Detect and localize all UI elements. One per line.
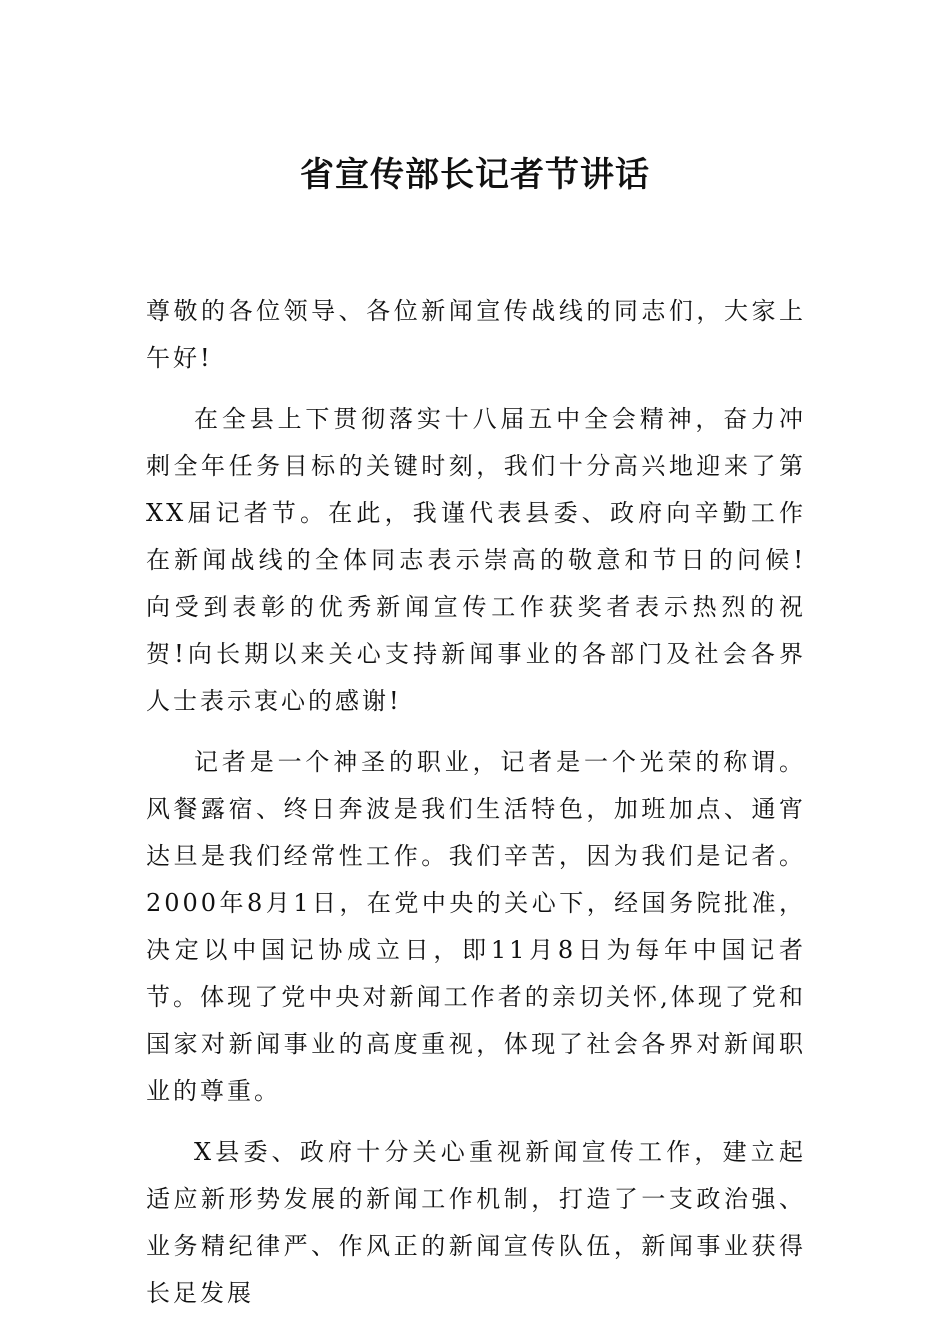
- document-body: [146, 288, 806, 1331]
- greeting-paragraph: 尊敬的各位领导、各位新闻宣传战线的同志们，大家上午好!: [146, 297, 806, 372]
- body-paragraph-1: 在全县上下贯彻落实十八届五中全会精神，奋力冲刺全年任务目标的关键时刻，我们十分高兴地迎来了第XX届记者节。在此，我谨代表县委、政府向辛勤工作在新闻战线的全体同志表示崇高的敬意和节日的问候!向受到表彰的优秀新闻宣传工作获奖者表示热烈的祝贺!向长期以来关心支持新闻事业的各部门及社会各界人士表示衷心的感谢!: [146, 405, 806, 715]
- body-paragraph-3: X县委、政府十分关心重视新闻宣传工作，建立起适应新形势发展的新闻工作机制，打造了一支政治强、业务精纪律严、作风正的新闻宣传队伍，新闻事业获得长足发展: [146, 1138, 806, 1307]
- body-paragraph-2: 记者是一个神圣的职业，记者是一个光荣的称谓。风餐露宿、终日奔波是我们生活特色，加班加点、通宵达旦是我们经常性工作。我们辛苦，因为我们是记者。2000年8月1日，在党中央的关心下，经国务院批准，决定以中国记协成立日，即11月8日为每年中国记者节。体现了党中央对新闻工作者的亲切关怀,体现了党和国家对新闻事业的高度重视，体现了社会各界对新闻职业的尊重。: [146, 748, 806, 1105]
- document-title: 省宣传部长记者节讲话: [300, 155, 650, 195]
